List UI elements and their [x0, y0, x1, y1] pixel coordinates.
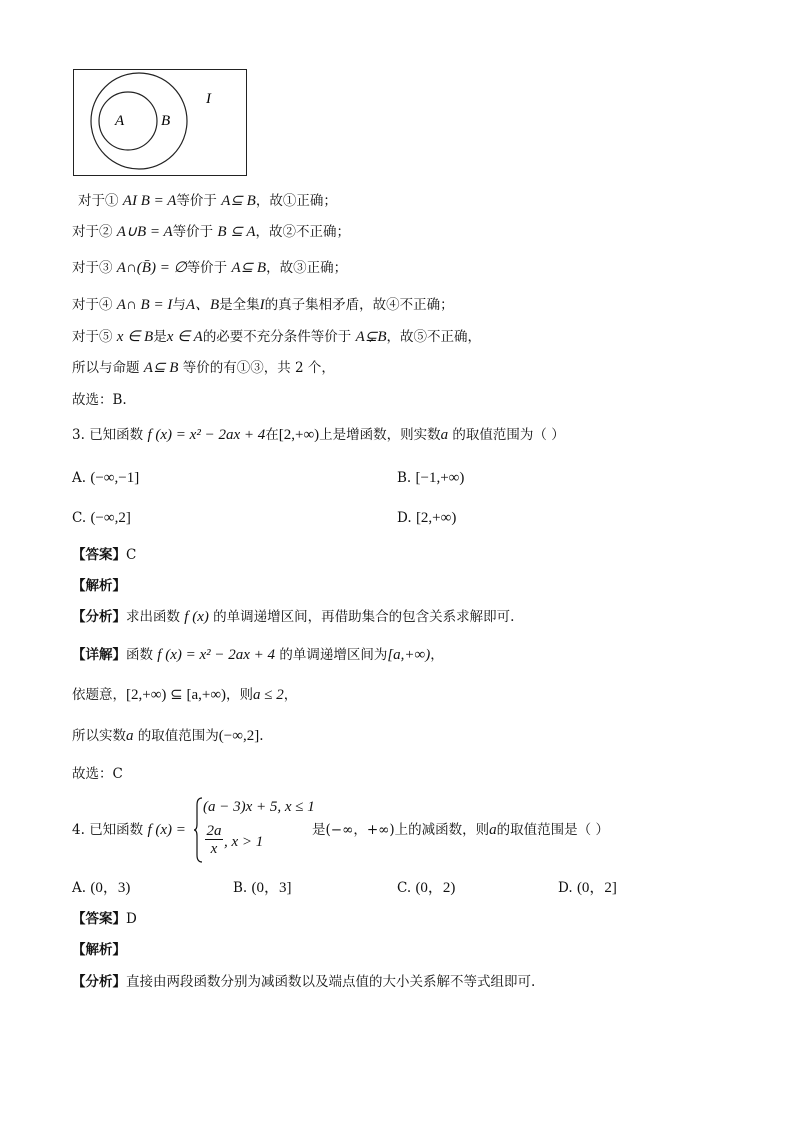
question-4-stem-right: 是(−∞，+∞)上的减函数，则a的取值范围是（ ）	[312, 822, 609, 838]
question-4-stem-left: 4. 已知函数 f (x) =	[72, 822, 186, 838]
analysis-line-1: 对于① AI B = A等价于 A⊆ B，故①正确；	[78, 193, 337, 209]
fraction-numerator: 2a	[206, 823, 222, 839]
analysis-line-5: 对于⑤ x ∈ B是x ∈ A的必要不充分条件等价于 A⊊B，故⑤不正确，	[72, 329, 482, 345]
q3-option-a: A. (−∞,−1]	[72, 470, 140, 486]
piecewise-fraction	[205, 823, 223, 858]
q4-option-a: A. (0，3)	[72, 880, 131, 896]
q3-option-d: D. [2,+∞)	[397, 510, 457, 526]
piecewise-row-1: (a − 3)x + 5, x ≤ 1	[203, 799, 315, 815]
q4-option-c: C. (0，2)	[397, 880, 456, 896]
q4-jiexi: 【解析】	[72, 942, 126, 958]
set-b-circle	[91, 73, 187, 169]
q3-option-b: B. [−1,+∞)	[397, 470, 465, 486]
set-a-circle	[99, 92, 157, 150]
fraction-denominator: x	[210, 841, 218, 857]
analysis-line-2: 对于② A∪B = A等价于 B ⊆ A，故②不正确；	[72, 224, 351, 240]
q3-yiti: 依题意，[2,+∞) ⊆ [a,+∞)，则a ≤ 2，	[72, 687, 298, 703]
conclusion-line: 所以与命题 A⊆ B 等价的有①③，共 2 个，	[72, 360, 335, 376]
venn-label-i: I	[206, 91, 211, 107]
venn-diagram	[73, 69, 247, 176]
q3-fenxi: 【分析】求出函数 f (x) 的单调递增区间，再借助集合的包含关系求解即可.	[72, 609, 515, 625]
q3-suoyi: 所以实数a 的取值范围为(−∞,2].	[72, 728, 264, 744]
q3-choose: 故选：C	[72, 766, 123, 782]
q3-option-c: C. (−∞,2]	[72, 510, 131, 526]
q4-option-b: B. (0，3]	[233, 880, 292, 896]
venn-label-a: A	[115, 113, 125, 129]
q4-answer: 【答案】D	[72, 911, 137, 927]
q4-fenxi: 【分析】直接由两段函数分别为减函数以及端点值的大小关系解不等式组即可.	[72, 974, 536, 990]
q3-xiangjie: 【详解】函数 f (x) = x² − 2ax + 4 的单调递增区间为[a,+∞)，	[72, 647, 444, 663]
analysis-line-4: 对于④ A∩ B = I与A、B是全集I的真子集相矛盾，故④不正确；	[72, 297, 454, 313]
question-3-stem: 3. 已知函数 f (x) = x² − 2ax + 4在[2,+∞)上是增函数，则实数a 的取值范围为（ ）	[72, 427, 565, 443]
venn-label-b: B	[161, 113, 171, 129]
q3-answer: 【答案】C	[72, 547, 137, 563]
q4-option-d: D. (0，2]	[558, 880, 617, 896]
piecewise-row-2-condition: , x > 1	[224, 834, 264, 850]
analysis-line-3: 对于③ A∩(B̄) = ∅等价于 A⊆ B，故③正确；	[72, 260, 348, 276]
piecewise-brace	[193, 797, 203, 863]
choose-b-line: 故选：B.	[72, 392, 127, 408]
q3-jiexi: 【解析】	[72, 578, 126, 594]
